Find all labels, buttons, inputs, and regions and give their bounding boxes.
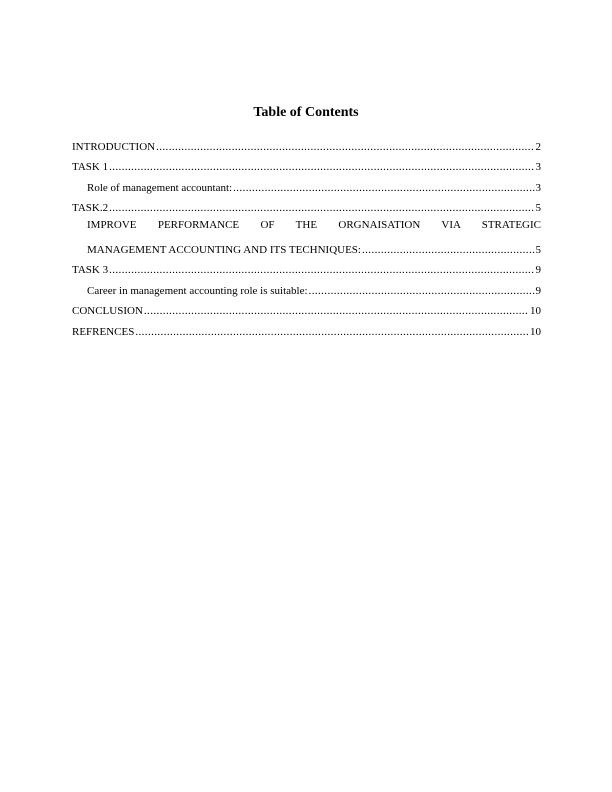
dot-leader [109, 160, 534, 174]
toc-entry-conclusion[interactable] [72, 298, 541, 319]
toc-entry-task-2[interactable] [72, 195, 541, 216]
toc-entry-label: TASK 3 [72, 264, 109, 277]
toc-entry-task-1[interactable] [72, 154, 541, 175]
toc-entry-improve-performance[interactable] [72, 215, 541, 256]
dot-leader [109, 201, 534, 215]
toc-entry-introduction[interactable] [72, 133, 541, 154]
toc-entry-label-line2-row [87, 236, 541, 257]
toc-entry-page: 5 [535, 243, 541, 256]
toc-entry-page: 2 [535, 140, 541, 153]
toc-entry-label-line2: MANAGEMENT ACCOUNTING AND ITS TECHNIQUES: [87, 243, 361, 256]
dot-leader [109, 263, 534, 277]
dot-leader [135, 325, 529, 339]
dot-leader [233, 181, 534, 195]
toc-entry-page: 3 [535, 181, 541, 194]
toc-entry-references[interactable] [72, 318, 541, 339]
toc-entry-page: 5 [535, 202, 541, 215]
table-of-contents [72, 133, 541, 339]
toc-entry-page: 3 [535, 161, 541, 174]
toc-entry-page: 9 [535, 284, 541, 297]
toc-entry-label: Role of management accountant: [87, 181, 233, 194]
toc-entry-label: TASK 1 [72, 161, 109, 174]
toc-entry-label: CONCLUSION [72, 305, 143, 318]
dot-leader [362, 243, 535, 257]
toc-entry-label: TASK.2 [72, 202, 109, 215]
toc-entry-label-line1: IMPROVE PERFORMANCE OF THE ORGNAISATION VIA STRATEGIC [87, 219, 541, 232]
dot-leader [156, 140, 534, 154]
toc-entry-page: 9 [535, 264, 541, 277]
toc-entry-career-in-management-accounting[interactable] [72, 277, 541, 298]
toc-title: Table of Contents [253, 105, 359, 120]
toc-entry-task-3[interactable] [72, 257, 541, 278]
toc-entry-label: REFRENCES [72, 325, 135, 338]
toc-entry-page: 10 [530, 305, 541, 318]
dot-leader [309, 284, 535, 298]
dot-leader [144, 304, 529, 318]
toc-entry-label: INTRODUCTION [72, 140, 156, 153]
toc-entry-role-of-management-accountant[interactable] [72, 174, 541, 195]
toc-entry-page: 10 [530, 325, 541, 338]
toc-entry-label: Career in management accounting role is suitable: [87, 284, 308, 297]
